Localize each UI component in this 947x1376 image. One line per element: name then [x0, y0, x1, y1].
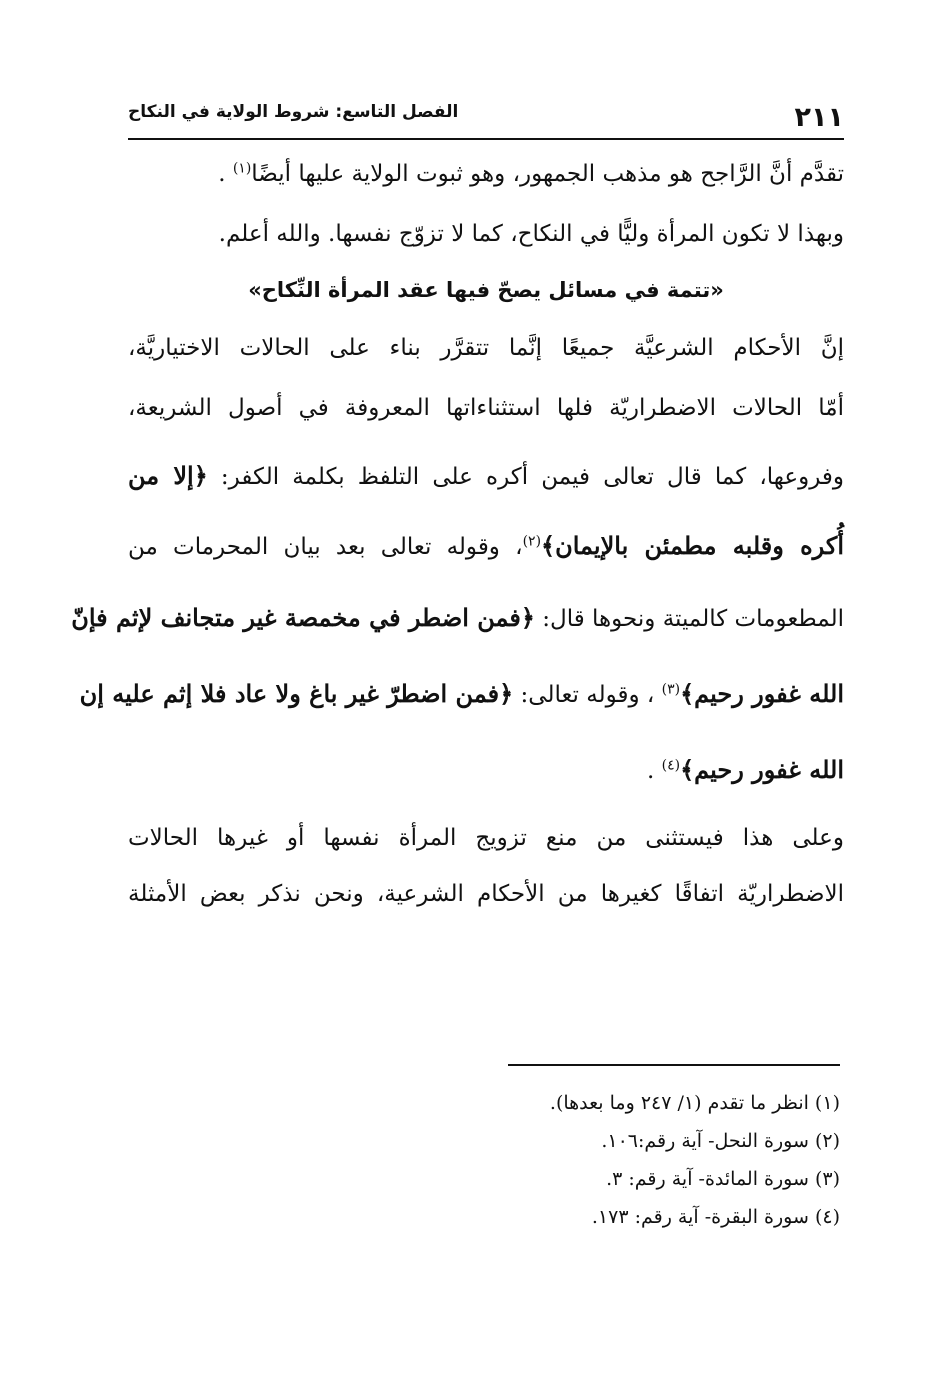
- text-run: تقدَّم أنَّ الرَّاجح هو مذهب الجمهور، وهو ثبوت الولاية عليها أيضًا: [251, 161, 844, 187]
- paragraph-2-line-7: [128, 750, 844, 790]
- footnote-separator: [508, 1064, 840, 1066]
- footnote-4: (٤) سورة البقرة- آية رقم: ١٧٣.: [591, 1206, 840, 1228]
- footnotes: [400, 1084, 840, 1236]
- footnote-3: (٣) سورة المائدة- آية رقم: ٣.: [606, 1168, 840, 1190]
- paragraph-3-line-2: الاضطراريّة اتفاقًا كغيرها من الأحكام الشرعية، ونحن نذكر بعض الأمثلة: [128, 881, 845, 907]
- paragraph-2-line-5: [71, 598, 844, 638]
- quran-verse: الله غفور رحيم﴾: [680, 755, 844, 784]
- footnote-2: (٢) سورة النحل- آية رقم:١٠٦.: [601, 1130, 840, 1152]
- footnote-ref-3: (٣): [661, 681, 681, 698]
- paragraph-2-line-6: [79, 674, 844, 714]
- paragraph-2-line-2: أمّا الحالات الاضطراريّة فلها استثناءاتها المعروفة في أصول الشريعة،: [128, 395, 844, 421]
- quran-verse: الله غفور رحيم﴾: [680, 679, 844, 708]
- header-rule: [128, 138, 844, 140]
- text-run: .: [647, 758, 662, 784]
- paragraph-1-line-2: وبهذا لا تكون المرأة وليًّا في النكاح، كما لا تزوّج نفسها. والله أعلم.: [218, 221, 844, 247]
- paragraph-1-line-1: [128, 154, 844, 194]
- footnote-ref-2: (٢): [522, 533, 542, 550]
- main-text: [71, 152, 845, 914]
- text-run: ، وقوله تعالى بعد بيان المحرمات من: [128, 534, 523, 560]
- paragraph-2-line-1: إنَّ الأحكام الشرعيَّة جميعًا إنَّما تتقرَّر بناء على الحالات الاختياريَّة،: [128, 335, 844, 361]
- paragraph-2-line-4: [128, 526, 844, 566]
- text-run: .: [218, 161, 233, 187]
- quran-verse: ﴿فمن اضطر في مخمصة غير متجانف لإثم فإنّ: [71, 603, 535, 632]
- text-run: المطعومات كالميتة ونحوها قال:: [534, 606, 844, 632]
- footnote-ref-1: (١): [232, 160, 252, 177]
- footnote-ref-4: (٤): [661, 757, 681, 774]
- quran-verse: ﴿فمن اضطرّ غير باغ ولا عاد فلا إثم عليه إن: [79, 679, 514, 708]
- text-run: ، وقوله تعالى:: [513, 682, 662, 708]
- quran-verse: أُكره وقلبه مطمئن بالإيمان﴾: [541, 531, 844, 560]
- text-run: وفروعها، كما قال تعالى فيمن أكره على التلفظ بكلمة الكفر:: [207, 464, 845, 490]
- paragraph-3-line-1: وعلى هذا فيستثنى من منع تزويج المرأة نفسها أو غيرها الحالات: [128, 825, 844, 851]
- quran-verse: ﴿إلا من: [128, 461, 208, 490]
- section-subheading: «تتمة في مسائل يصحّ فيها عقد المرأة النِّكاح»: [248, 278, 724, 302]
- running-head: الفصل التاسع: شروط الولاية في النكاح: [128, 102, 459, 122]
- paragraph-2-line-3: [128, 456, 844, 496]
- footnote-1: (١) انظر ما تقدم (١/ ٢٤٧ وما بعدها).: [549, 1092, 840, 1114]
- page-number: ٢١١: [794, 102, 844, 133]
- page-header: [128, 96, 844, 136]
